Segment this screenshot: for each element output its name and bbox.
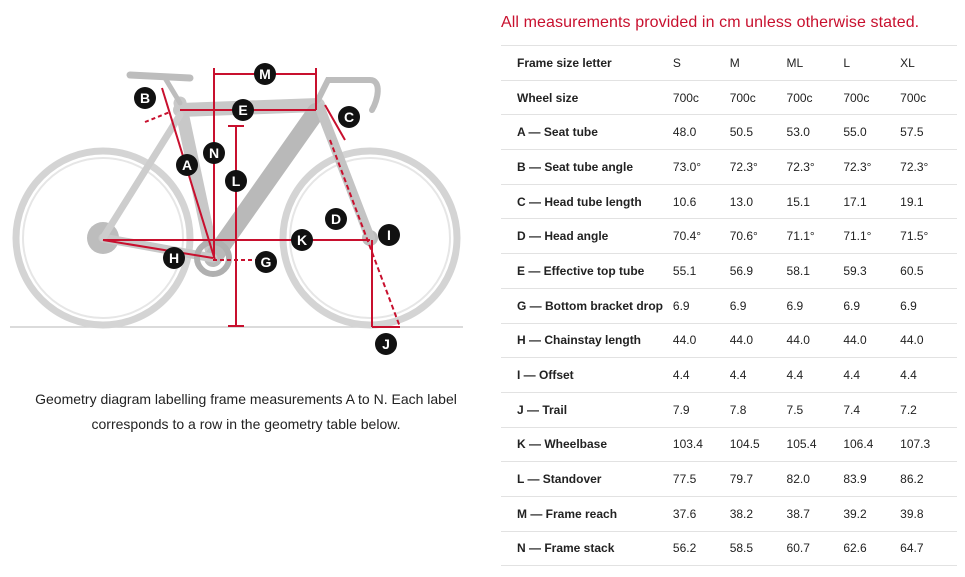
svg-text:B: B — [139, 90, 151, 106]
svg-text:C: C — [343, 109, 355, 125]
row-value: 79.7 — [730, 462, 787, 497]
table-row — [501, 115, 957, 150]
row-value: 103.4 — [673, 427, 730, 462]
marker-l — [225, 170, 247, 192]
row-value: 10.6 — [673, 184, 730, 219]
row-value: 38.7 — [787, 496, 844, 531]
row-label: D — Head angle — [501, 219, 673, 254]
svg-text:A: A — [181, 157, 193, 173]
svg-text:G: G — [260, 254, 272, 270]
row-value: 7.5 — [787, 392, 844, 427]
row-value: 107.3 — [900, 427, 957, 462]
row-value: 700c — [787, 80, 844, 115]
row-value: 64.7 — [900, 531, 957, 566]
row-value: 6.9 — [787, 288, 844, 323]
row-label: I — Offset — [501, 358, 673, 393]
table-row — [501, 219, 957, 254]
marker-j — [375, 333, 397, 355]
row-value: 44.0 — [730, 323, 787, 358]
svg-text:K: K — [296, 232, 308, 248]
svg-text:E: E — [238, 102, 248, 118]
row-value: 62.6 — [843, 531, 900, 566]
row-value: 83.9 — [843, 462, 900, 497]
header-label: Frame size letter — [501, 46, 673, 81]
row-value: 700c — [900, 80, 957, 115]
row-value: 44.0 — [673, 323, 730, 358]
row-value: 37.6 — [673, 496, 730, 531]
header-size: XL — [900, 46, 957, 81]
geometry-table — [501, 45, 957, 566]
row-value: 72.3° — [730, 150, 787, 185]
row-value: 48.0 — [673, 115, 730, 150]
table-row — [501, 288, 957, 323]
table-row — [501, 150, 957, 185]
row-value: 7.4 — [843, 392, 900, 427]
table-row — [501, 427, 957, 462]
row-label: K — Wheelbase — [501, 427, 673, 462]
row-label: H — Chainstay length — [501, 323, 673, 358]
marker-c — [338, 106, 360, 128]
row-value: 71.5° — [900, 219, 957, 254]
row-value: 50.5 — [730, 115, 787, 150]
header-size: L — [843, 46, 900, 81]
svg-text:J: J — [382, 336, 390, 352]
row-value: 700c — [730, 80, 787, 115]
row-value: 70.6° — [730, 219, 787, 254]
row-value: 7.2 — [900, 392, 957, 427]
row-value: 58.1 — [787, 254, 844, 289]
marker-a — [176, 154, 198, 176]
svg-text:I: I — [387, 227, 391, 243]
row-value: 73.0° — [673, 150, 730, 185]
row-value: 17.1 — [843, 184, 900, 219]
row-label: J — Trail — [501, 392, 673, 427]
row-value: 6.9 — [730, 288, 787, 323]
row-value: 60.7 — [787, 531, 844, 566]
row-value: 86.2 — [900, 462, 957, 497]
row-value: 4.4 — [843, 358, 900, 393]
row-value: 6.9 — [843, 288, 900, 323]
row-value: 56.9 — [730, 254, 787, 289]
marker-h — [163, 247, 185, 269]
row-value: 72.3° — [787, 150, 844, 185]
table-row — [501, 392, 957, 427]
row-value: 56.2 — [673, 531, 730, 566]
svg-text:D: D — [330, 211, 342, 227]
table-row — [501, 323, 957, 358]
row-value: 105.4 — [787, 427, 844, 462]
row-value: 44.0 — [787, 323, 844, 358]
row-value: 7.8 — [730, 392, 787, 427]
row-value: 7.9 — [673, 392, 730, 427]
row-value: 6.9 — [900, 288, 957, 323]
row-value: 58.5 — [730, 531, 787, 566]
row-label: A — Seat tube — [501, 115, 673, 150]
row-value: 55.0 — [843, 115, 900, 150]
row-value: 77.5 — [673, 462, 730, 497]
row-value: 104.5 — [730, 427, 787, 462]
row-label: E — Effective top tube — [501, 254, 673, 289]
bike-geometry-diagram — [0, 0, 480, 370]
row-value: 6.9 — [673, 288, 730, 323]
table-header-row — [501, 46, 957, 81]
header-size: S — [673, 46, 730, 81]
marker-n — [203, 142, 225, 164]
table-row — [501, 358, 957, 393]
measurement-note: All measurements provided in cm unless otherwise stated. — [501, 14, 920, 31]
row-value: 4.4 — [730, 358, 787, 393]
row-value: 60.5 — [900, 254, 957, 289]
row-value: 700c — [673, 80, 730, 115]
table-row — [501, 496, 957, 531]
row-value: 44.0 — [843, 323, 900, 358]
row-value: 13.0 — [730, 184, 787, 219]
table-row — [501, 184, 957, 219]
row-value: 72.3° — [843, 150, 900, 185]
svg-text:M: M — [259, 66, 271, 82]
row-value: 700c — [843, 80, 900, 115]
row-value: 15.1 — [787, 184, 844, 219]
row-value: 55.1 — [673, 254, 730, 289]
row-value: 106.4 — [843, 427, 900, 462]
marker-b — [134, 87, 156, 109]
table-row — [501, 462, 957, 497]
marker-m — [254, 63, 276, 85]
header-size: ML — [787, 46, 844, 81]
row-value: 4.4 — [900, 358, 957, 393]
table-row — [501, 531, 957, 566]
row-value: 39.8 — [900, 496, 957, 531]
marker-e — [232, 99, 254, 121]
row-label: N — Frame stack — [501, 531, 673, 566]
row-value: 70.4° — [673, 219, 730, 254]
marker-k — [291, 229, 313, 251]
svg-text:N: N — [208, 145, 220, 161]
row-value: 19.1 — [900, 184, 957, 219]
row-label: C — Head tube length — [501, 184, 673, 219]
geometry-table-body — [501, 46, 957, 566]
row-value: 53.0 — [787, 115, 844, 150]
row-label: B — Seat tube angle — [501, 150, 673, 185]
row-value: 4.4 — [787, 358, 844, 393]
marker-g — [255, 251, 277, 273]
row-label: G — Bottom bracket drop — [501, 288, 673, 323]
header-size: M — [730, 46, 787, 81]
row-label: Wheel size — [501, 80, 673, 115]
row-value: 72.3° — [900, 150, 957, 185]
table-row — [501, 80, 957, 115]
svg-text:L: L — [231, 173, 241, 189]
row-value: 71.1° — [787, 219, 844, 254]
diagram-caption: Geometry diagram labelling frame measurements A to N. Each label corresponds to a row in the geometry table below. — [35, 391, 457, 432]
svg-text:H: H — [168, 250, 180, 266]
row-label: L — Standover — [501, 462, 673, 497]
row-label: M — Frame reach — [501, 496, 673, 531]
row-value: 39.2 — [843, 496, 900, 531]
row-value: 44.0 — [900, 323, 957, 358]
row-value: 71.1° — [843, 219, 900, 254]
row-value: 57.5 — [900, 115, 957, 150]
table-row — [501, 254, 957, 289]
marker-i — [378, 224, 400, 246]
row-value: 4.4 — [673, 358, 730, 393]
row-value: 82.0 — [787, 462, 844, 497]
marker-d — [325, 208, 347, 230]
row-value: 59.3 — [843, 254, 900, 289]
row-value: 38.2 — [730, 496, 787, 531]
